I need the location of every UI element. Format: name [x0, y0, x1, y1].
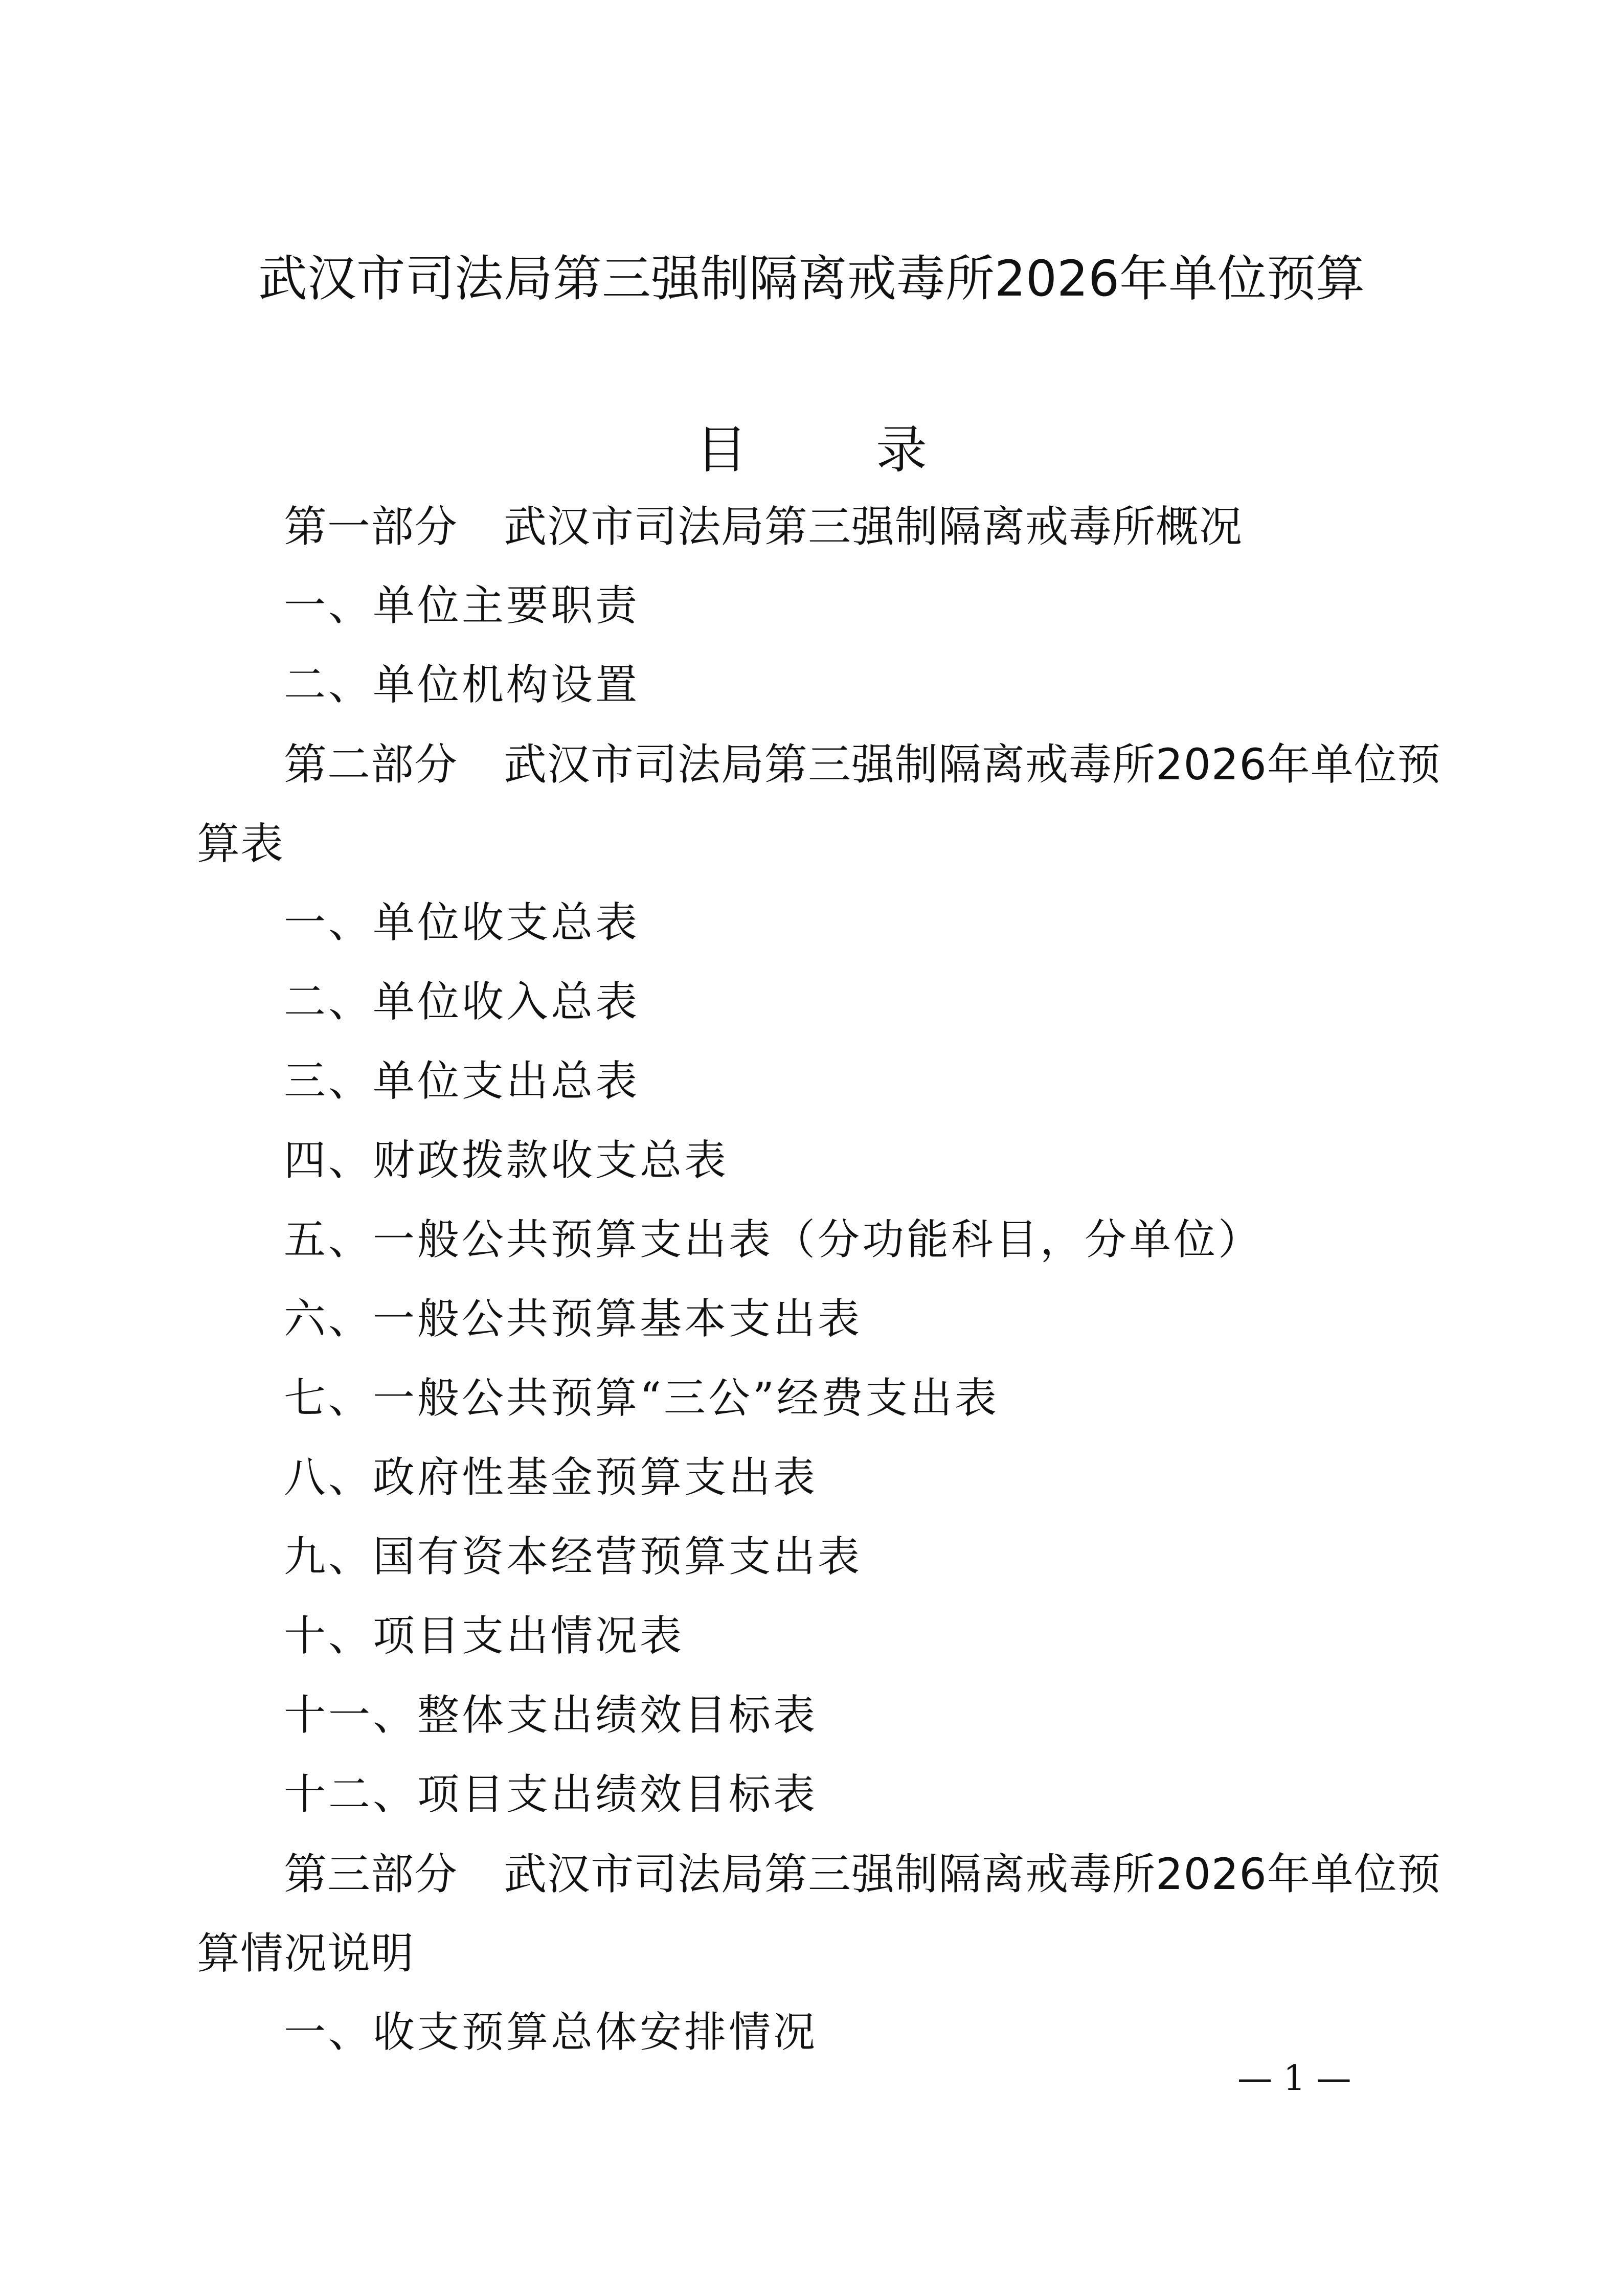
page-number: — 1 —: [1237, 2058, 1351, 2099]
toc-item[interactable]: 一、收支预算总体安排情况: [284, 2008, 818, 2057]
toc-part-1-title: 武汉市司法局第三强制隔离戒毒所概况: [504, 502, 1243, 552]
toc-part-2-heading[interactable]: [284, 731, 1441, 798]
toc-item[interactable]: 二、单位收入总表: [284, 978, 640, 1026]
toc-item[interactable]: 一、单位收支总表: [284, 898, 640, 947]
toc-item[interactable]: 二、单位机构设置: [284, 661, 640, 709]
toc-part-1-label: 第一部分: [284, 502, 458, 552]
toc-item[interactable]: 四、财政拨款收支总表: [284, 1136, 729, 1185]
toc-item[interactable]: 一、单位主要职责: [284, 581, 640, 630]
toc-part-3-title-line-1: 武汉市司法局第三强制隔离戒毒所2026年单位预: [504, 1849, 1441, 1899]
toc-part-1-heading[interactable]: [284, 493, 1243, 560]
toc-heading: 目 录: [696, 420, 983, 480]
toc-item[interactable]: 三、单位支出总表: [284, 1057, 640, 1106]
toc-part-2-title-line-1: 武汉市司法局第三强制隔离戒毒所2026年单位预: [504, 739, 1441, 790]
toc-item[interactable]: 十一、整体支出绩效目标表: [284, 1691, 818, 1740]
toc-part-3-heading[interactable]: [284, 1841, 1441, 1907]
toc-item[interactable]: 七、一般公共预算“三公”经费支出表: [284, 1374, 999, 1423]
toc-part-3-label: 第三部分: [284, 1849, 458, 1899]
toc-item[interactable]: 九、国有资本经营预算支出表: [284, 1533, 863, 1581]
toc-part-3-title-line-2[interactable]: 算情况说明: [197, 1928, 415, 1978]
toc-item[interactable]: 五、一般公共预算支出表（分功能科目，分单位）: [284, 1215, 1263, 1264]
document-title: 武汉市司法局第三强制隔离戒毒所2026年单位预算: [258, 250, 1365, 307]
toc-part-2-title-line-2[interactable]: 算表: [197, 819, 284, 869]
toc-item[interactable]: 八、政府性基金预算支出表: [284, 1453, 818, 1502]
toc-item[interactable]: 十二、项目支出绩效目标表: [284, 1770, 818, 1819]
toc-item[interactable]: 六、一般公共预算基本支出表: [284, 1295, 863, 1343]
toc-item[interactable]: 十、项目支出情况表: [284, 1612, 685, 1660]
toc-part-2-label: 第二部分: [284, 739, 458, 790]
